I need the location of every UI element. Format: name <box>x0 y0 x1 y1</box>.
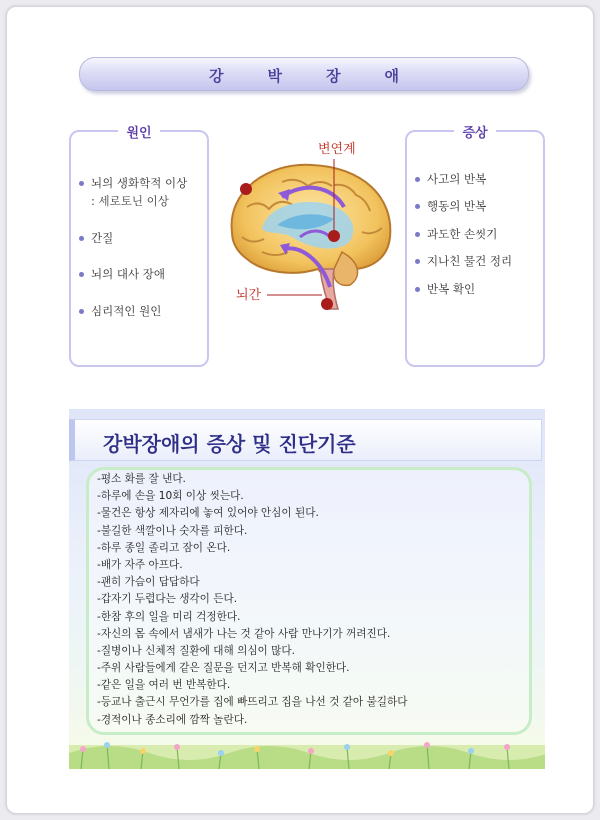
meadow-decoration <box>69 723 545 769</box>
limbic-label: 변연계 <box>318 142 356 157</box>
list-item: -주위 사람들에게 같은 질문을 던지고 반복해 확인한다. <box>97 662 350 675</box>
marker-dot-icon <box>240 183 252 195</box>
bullet-icon <box>415 259 420 264</box>
list-item: -자신의 몸 속에서 냄새가 나는 것 같아 사람 만나기가 꺼려진다. <box>97 627 391 640</box>
cause-panel <box>69 126 209 367</box>
list-item: -하루에 손을 10회 이상 씻는다. <box>97 490 244 503</box>
list-item: -한참 후의 일을 미리 걱정한다. <box>97 610 241 623</box>
bullet-icon <box>415 287 420 292</box>
cause-list <box>79 174 203 338</box>
list-item: -질병이나 신체적 질환에 대해 의심이 많다. <box>97 644 295 657</box>
list-item: 과도한 손씻기 <box>415 225 539 243</box>
criteria-header <box>69 419 542 461</box>
list-item: -등교나 출근시 무언가를 집에 빠뜨리고 집을 나선 것 같아 불길하다 <box>97 696 408 709</box>
bullet-icon <box>415 177 420 182</box>
list-item: 행동의 반복 <box>415 197 539 215</box>
list-item: -갑자기 두렵다는 생각이 든다. <box>97 593 238 606</box>
list-item: -배가 자주 아프다. <box>97 558 183 571</box>
criteria-list <box>97 471 407 729</box>
bullet-icon <box>79 236 84 241</box>
bullet-icon <box>79 309 84 314</box>
list-item: -괜히 가슴이 답답하다 <box>97 576 200 589</box>
list-item: -경적이나 종소리에 깜짝 놀란다. <box>97 713 248 726</box>
list-item: 뇌의 생화학적 이상 : 세로토닌 이상 <box>79 174 203 211</box>
bullet-icon <box>79 272 84 277</box>
list-item: 지나친 물건 정리 <box>415 252 539 270</box>
cause-heading: 원인 <box>118 126 159 141</box>
list-item: 심리적인 원인 <box>79 302 203 320</box>
list-item: 사고의 반복 <box>415 170 539 188</box>
brain-illustration <box>222 137 402 317</box>
page-frame <box>6 6 594 814</box>
bullet-icon <box>415 204 420 209</box>
list-item: 뇌의 대사 장애 <box>79 265 203 283</box>
page-title: 강박장애 <box>209 67 443 85</box>
criteria-section <box>69 409 545 769</box>
list-item: -같은 일을 여러 번 반복한다. <box>97 679 231 692</box>
bullet-icon <box>415 232 420 237</box>
criteria-heading: 강박장애의 증상 및 진단기준 <box>103 432 356 456</box>
list-item: -물건은 항상 제자리에 놓여 있어야 안심이 된다. <box>97 507 319 520</box>
list-item: -불길한 색깔이나 숫자를 피한다. <box>97 524 248 537</box>
symptom-panel <box>405 126 545 367</box>
symptom-list <box>415 170 539 307</box>
list-item: 간질 <box>79 229 203 247</box>
list-item: -하루 종일 졸리고 잠이 온다. <box>97 541 231 554</box>
brainstem-label: 뇌간 <box>236 288 262 303</box>
list-item: 반복 확인 <box>415 280 539 298</box>
list-item: -평소 화를 잘 낸다. <box>97 473 186 485</box>
title-bar <box>79 57 529 91</box>
bullet-icon <box>79 181 84 186</box>
symptom-heading: 증상 <box>454 126 495 141</box>
marker-dot-icon <box>321 298 333 310</box>
